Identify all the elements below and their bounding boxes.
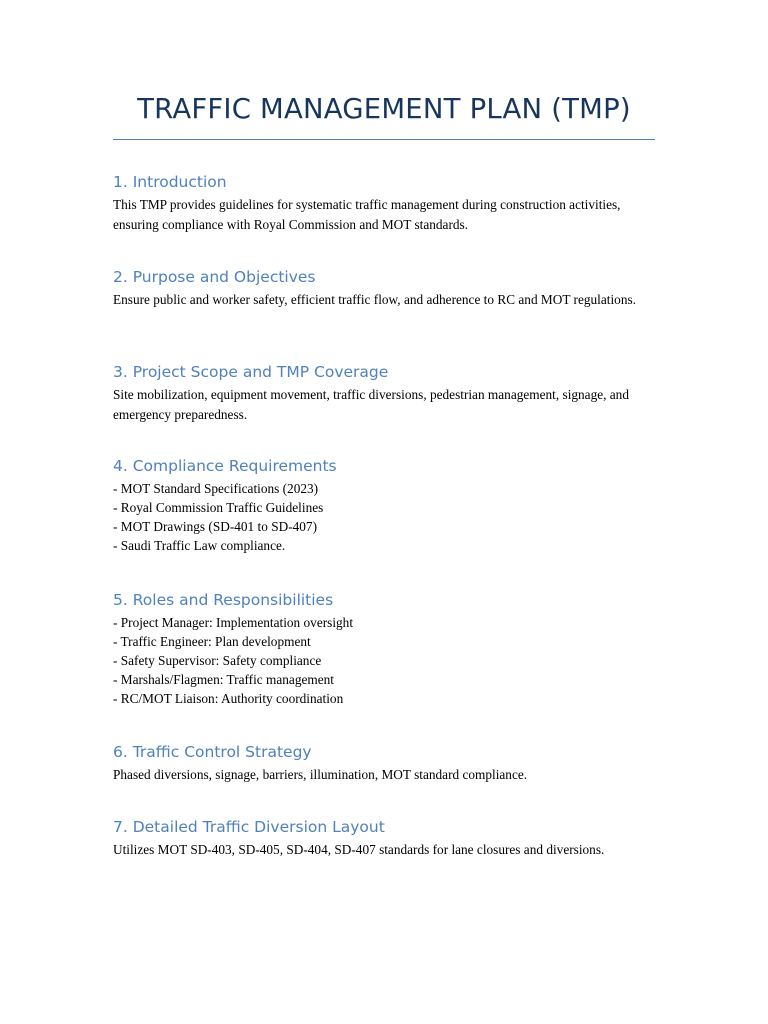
section-text: Site mobilization, equipment movement, traffic diversions, pedestrian management, signage, and emergency preparedness. <box>113 387 629 422</box>
section-text: Utilizes MOT SD-403, SD-405, SD-404, SD-407 standards for lane closures and diversions. <box>113 842 605 857</box>
list-item: - MOT Standard Specifications (2023) <box>113 481 319 496</box>
section-text: This TMP provides guidelines for systematic traffic management during construction activities, ensuring compliance with Royal Commission and MOT standards. <box>113 197 621 232</box>
list-item: - Saudi Traffic Law compliance. <box>113 538 286 553</box>
list-item: - MOT Drawings (SD-401 to SD-407) <box>113 519 317 534</box>
list-item: - Marshals/Flagmen: Traffic management <box>113 672 334 687</box>
title-divider <box>113 139 655 140</box>
section-diversion-layout <box>113 817 658 860</box>
section-compliance-requirements <box>113 456 658 555</box>
compliance-list <box>113 479 658 555</box>
section-text: Ensure public and worker safety, efficient traffic flow, and adherence to RC and MOT regulations. <box>113 292 636 307</box>
section-roles-responsibilities <box>113 590 658 708</box>
section-traffic-control-strategy <box>113 742 658 785</box>
list-item: - RC/MOT Liaison: Authority coordination <box>113 691 344 706</box>
section-purpose-objectives <box>113 267 658 310</box>
section-heading: 7. Detailed Traffic Diversion Layout <box>113 818 385 836</box>
list-item: - Safety Supervisor: Safety compliance <box>113 653 322 668</box>
roles-list <box>113 613 658 708</box>
section-introduction <box>113 172 658 234</box>
section-heading: 5. Roles and Responsibilities <box>113 591 334 609</box>
section-heading: 1. Introduction <box>113 173 227 191</box>
section-heading: 6. Traffic Control Strategy <box>113 743 312 761</box>
section-heading: 4. Compliance Requirements <box>113 457 337 475</box>
section-text: Phased diversions, signage, barriers, illumination, MOT standard compliance. <box>113 767 528 782</box>
section-project-scope <box>113 362 658 424</box>
list-item: - Traffic Engineer: Plan development <box>113 634 311 649</box>
list-item: - Project Manager: Implementation oversight <box>113 615 354 630</box>
list-item: - Royal Commission Traffic Guidelines <box>113 500 324 515</box>
section-heading: 2. Purpose and Objectives <box>113 268 316 286</box>
document-title: TRAFFIC MANAGEMENT PLAN (TMP) <box>137 93 631 125</box>
section-heading: 3. Project Scope and TMP Coverage <box>113 363 389 381</box>
